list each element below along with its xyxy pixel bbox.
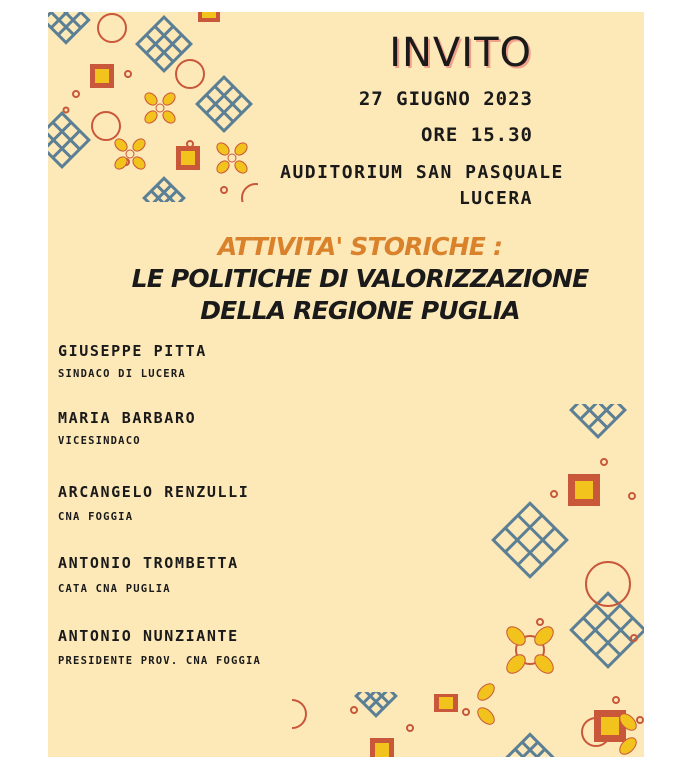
speaker-name: MARIA BARBARO [58, 409, 197, 427]
bottom-right-pattern [468, 404, 644, 757]
headline-line-1 [48, 232, 644, 261]
time-text: ORE 15.30 [421, 124, 533, 146]
speaker-name: ANTONIO NUNZIANTE [58, 627, 239, 645]
speaker-role: PRESIDENTE PROV. CNA FOGGIA [58, 655, 262, 667]
invitation-title [48, 30, 644, 76]
headline-line-2 [48, 264, 644, 293]
speaker-name: ANTONIO TROMBETTA [58, 554, 239, 572]
city-text: LUCERA [458, 188, 533, 209]
headline-line-3 [48, 296, 644, 325]
event-venue [48, 162, 644, 183]
bottom-center-pattern [284, 692, 474, 757]
speaker-role: VICESINDACO [58, 435, 141, 447]
headline-line-2-text: LE POLITICHE DI VALORIZZAZIONE [131, 264, 589, 293]
event-date [48, 88, 644, 110]
venue-text: AUDITORIUM SAN PASQUALE [280, 162, 564, 183]
headline-line-1-text: ATTIVITA' STORICHE : [217, 232, 503, 261]
event-city [48, 188, 644, 209]
date-text: 27 GIUGNO 2023 [358, 88, 533, 110]
speaker-role: SINDACO DI LUCERA [58, 368, 186, 380]
speaker-name: ARCANGELO RENZULLI [58, 483, 250, 501]
event-time [48, 124, 644, 146]
speaker-name: GIUSEPPE PITTA [58, 342, 207, 360]
speaker-role: CNA FOGGIA [58, 511, 134, 523]
invitation-poster [48, 12, 644, 757]
headline-line-3-text: DELLA REGIONE PUGLIA [200, 296, 520, 325]
title-text: INVITO [389, 30, 532, 76]
speaker-role: CATA CNA PUGLIA [58, 583, 171, 595]
